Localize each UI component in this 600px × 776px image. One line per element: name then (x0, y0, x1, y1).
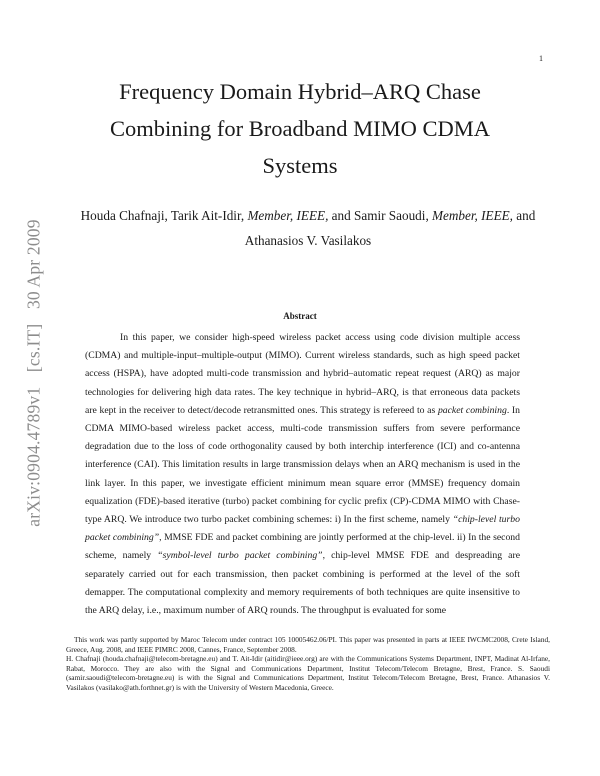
abstract-heading: Abstract (283, 311, 317, 321)
member-title: Member, IEEE, (432, 208, 513, 223)
author-text: Houda Chafnaji, Tarik Ait-Idir, (80, 208, 248, 223)
abstract-text: . In CDMA MIMO-based wireless packet access, multi-code transmission suffers from severe performance degradation due to the loss of code orthogonality caused by both interchip interference (ICI) and co-antenna interference (CAI). This limitation results in large transmission delays when an ARQ mechanism is used in the link layer. In this paper, we investigate efficient minimum mean square error (MMSE) frequency domain equalization (FDE)-based iterative (turbo) packet combining for cyclic prefix (CP)-CDMA MIMO with Chase-type ARQ. We introduce two turbo packet combining schemes: i) In the first scheme, namely (85, 404, 520, 526)
arxiv-category: [cs.IT] (23, 323, 44, 373)
arxiv-stamp (24, 214, 45, 531)
footnote (66, 635, 550, 692)
abstract-text: , chip-level MMSE FDE and despreading are separately carried out for each transmission, then packet combining is performed at the level of the soft demapper. The computational complexity and memory requirements of both techniques are quite insensitive to the ARQ delay, i.e., maximum number of ARQ rounds. The throughput is evaluated for some (85, 550, 521, 617)
author-text: and Samir Saoudi, (328, 208, 433, 223)
abstract-text: , MMSE FDE and packet combining are jointly performed at the chip-level. ii) In the second scheme, namely (85, 532, 520, 562)
arxiv-date: 30 Apr 2009 (23, 219, 44, 310)
author-line (58, 203, 558, 228)
title-line: Systems (262, 153, 338, 178)
page-number: 1 (539, 54, 543, 63)
footnote-affiliations: H. Chafnaji (houda.chafnaji@telecom-bretagne.eu) and T. Ait-Idir (aitidir@ieee.org) are with the Communications Systems Department, INPT, Madinat Al-Irfane, Rabat, Morocco. They are also with the Signal and Communications Department, Institut Telecom/Telecom Bretagne, Brest, France. S. Saoudi (samir.saoudi@telecom-bretagne.eu) is with the Signal and Communications Department, Institut Telecom/Telecom Bretagne, Brest, France. Athanasios V. Vasilakos (vasilako@ath.forthnet.gr) is with the University of Western Macedonia, Greece. (66, 654, 550, 692)
author-text: and (512, 208, 536, 223)
author-line: Athanasios V. Vasilakos (244, 233, 372, 248)
author-list (58, 203, 558, 253)
abstract-emphasis: “chip-level turbo packet combining” (85, 514, 520, 544)
title-line: Frequency Domain Hybrid–ARQ Chase (119, 79, 481, 104)
abstract-text: In this paper, we consider high-speed wireless packet access using code division multiple access (CDMA) and multiple-input–multiple-output (MIMO). Current wireless standards, such as high speed packet access (HSPA), have adopted multi-code transmission and hybrid–automatic repeat request (ARQ) as major technologies for delivering high data rates. The key technique in hybrid–ARQ, is that erroneous data packets are kept in the receiver to detect/decode retransmitted ones. This strategy is refereed to as (85, 332, 520, 416)
arxiv-id: arXiv:0904.4789v1 (23, 386, 44, 527)
paper-title (70, 73, 530, 184)
footnote-funding: This work was partly supported by Maroc Telecom under contract 105 10005462.06/PI. This paper was presented in parts at IEEE IWCMC2008, Crete Island, Greece, Aug. 2008, and IEEE PIMRC 2008, Cannes, France, September 2008. (66, 635, 550, 654)
title-line: Combining for Broadband MIMO CDMA (110, 116, 490, 141)
abstract-paragraph (85, 329, 520, 620)
abstract-body (85, 329, 520, 620)
abstract-emphasis: “symbol-level turbo packet combining” (157, 550, 323, 562)
member-title: Member, IEEE, (247, 208, 329, 223)
abstract-emphasis: packet combining (437, 404, 507, 416)
